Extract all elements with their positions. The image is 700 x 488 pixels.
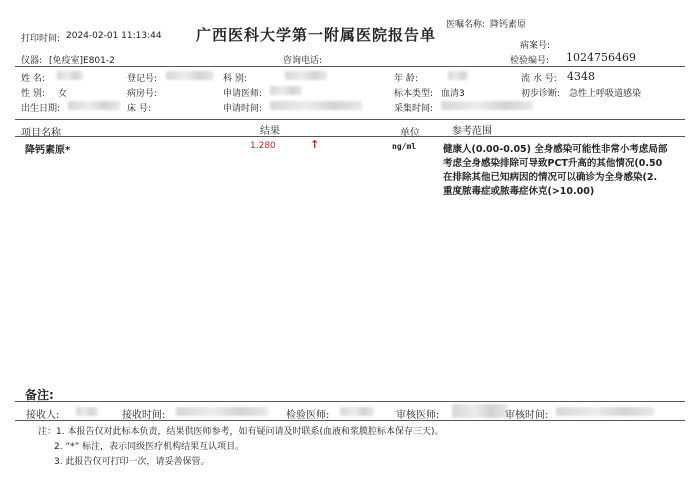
review-time-label: 审核时间:: [505, 410, 549, 421]
table-header-divider: [15, 136, 685, 137]
inspection-no-label: 检验编号:: [510, 56, 550, 66]
bed-label: 床 号:: [127, 104, 151, 114]
high-flag-icon: ↑: [310, 138, 320, 151]
sample-type-label: 标本类型:: [394, 89, 434, 99]
redacted-dept: [285, 71, 327, 80]
sample-type: 血清3: [441, 89, 465, 99]
ref-range-line-2: 考虑全身感染排除可导致PCT升高的其他情况(0.50: [443, 158, 663, 169]
result-value: 1.280: [250, 141, 276, 151]
redacted-reg-no: [166, 71, 214, 80]
redacted-receive-time: [176, 407, 268, 416]
reviewer-label: 审核医师:: [396, 410, 440, 421]
redacted-review-time: [556, 407, 654, 416]
diagnosis: 急性上呼吸道感染: [569, 89, 642, 99]
print-time: 2024-02-01 11:13:44: [66, 31, 162, 41]
result-unit: ng/ml: [392, 142, 417, 151]
receive-time-label: 接收时间:: [122, 410, 166, 421]
print-time-label: 打印时间:: [21, 34, 61, 44]
note-2: 2. “*” 标注，表示同级医疗机构结果互认项目。: [54, 442, 245, 452]
redacted-req-time: [270, 101, 362, 110]
diagnosis-label: 初步诊断:: [521, 89, 561, 99]
ref-range-line-1: 健康人(0.00-0.05) 全身感染可能性非常小考虑局部: [443, 144, 668, 155]
doctor-advice-label: 医嘱名称:: [446, 20, 486, 30]
ref-range-line-4: 重度脓毒症或脓毒症休克(>10.00): [443, 186, 595, 197]
signature-divider: [15, 420, 685, 421]
redacted-age: [448, 71, 468, 80]
note-3: 3. 此报告仅可打印一次，请妥善保管。: [54, 457, 210, 467]
col-result-header: 结果: [260, 126, 280, 137]
instrument-label: 仪器:: [21, 56, 43, 66]
sex: 女: [58, 89, 68, 99]
receiver-label: 接收人:: [26, 410, 60, 421]
col-ref-header: 参考范围: [452, 126, 492, 137]
redacted-dob: [68, 101, 120, 110]
result-item-name: 降钙素原*: [25, 145, 71, 156]
consult-phone-label: 咨询电话:: [283, 56, 323, 66]
case-no-label: 病案号:: [520, 41, 551, 51]
reg-no-label: 登记号:: [127, 74, 158, 84]
instrument: [免疫室]E801-2: [49, 56, 115, 66]
dob-label: 出生日期:: [21, 104, 61, 114]
col-item-header: 项目名称: [21, 128, 61, 139]
name-label: 姓 名:: [21, 74, 45, 84]
redacted-req-doctor: [270, 86, 302, 95]
reviewer-signature: [452, 404, 508, 418]
sex-label: 性 别:: [21, 89, 45, 99]
req-doctor-label: 申请医师:: [223, 89, 263, 99]
inspection-no: 1024756469: [566, 51, 636, 64]
remarks-label: 备注:: [25, 388, 54, 402]
ref-range-line-3: 在排除其他已知病因的情况可以确诊为全身感染(2.: [443, 172, 658, 183]
collect-time-label: 采集时间:: [394, 104, 434, 114]
req-time-label: 申请时间:: [223, 104, 263, 114]
note-1: 注：1. 本报告仅对此标本负责，结果供医师参考，如有疑问请及时联系(血液和浆膜腔标本保存三天)。: [38, 427, 444, 437]
redacted-name: [57, 71, 83, 80]
remarks-divider: [15, 401, 685, 402]
serial-no-label: 流 水 号:: [521, 74, 557, 84]
info-divider: [15, 119, 685, 120]
redacted-inspector: [340, 407, 374, 416]
col-unit-header: 单位: [400, 128, 420, 139]
ward-label: 病房号:: [127, 89, 158, 99]
inspector-label: 检验医师:: [286, 410, 330, 421]
doctor-advice: 降钙素原: [490, 20, 527, 30]
age-label: 年 龄:: [394, 74, 418, 84]
dept-label: 科 别:: [223, 74, 247, 84]
header-divider: [15, 66, 685, 67]
redacted-receiver: [76, 407, 98, 416]
report-title: 广西医科大学第一附属医院报告单: [196, 26, 437, 44]
serial-no: 4348: [567, 70, 595, 83]
redacted-collect-time: [441, 101, 533, 110]
